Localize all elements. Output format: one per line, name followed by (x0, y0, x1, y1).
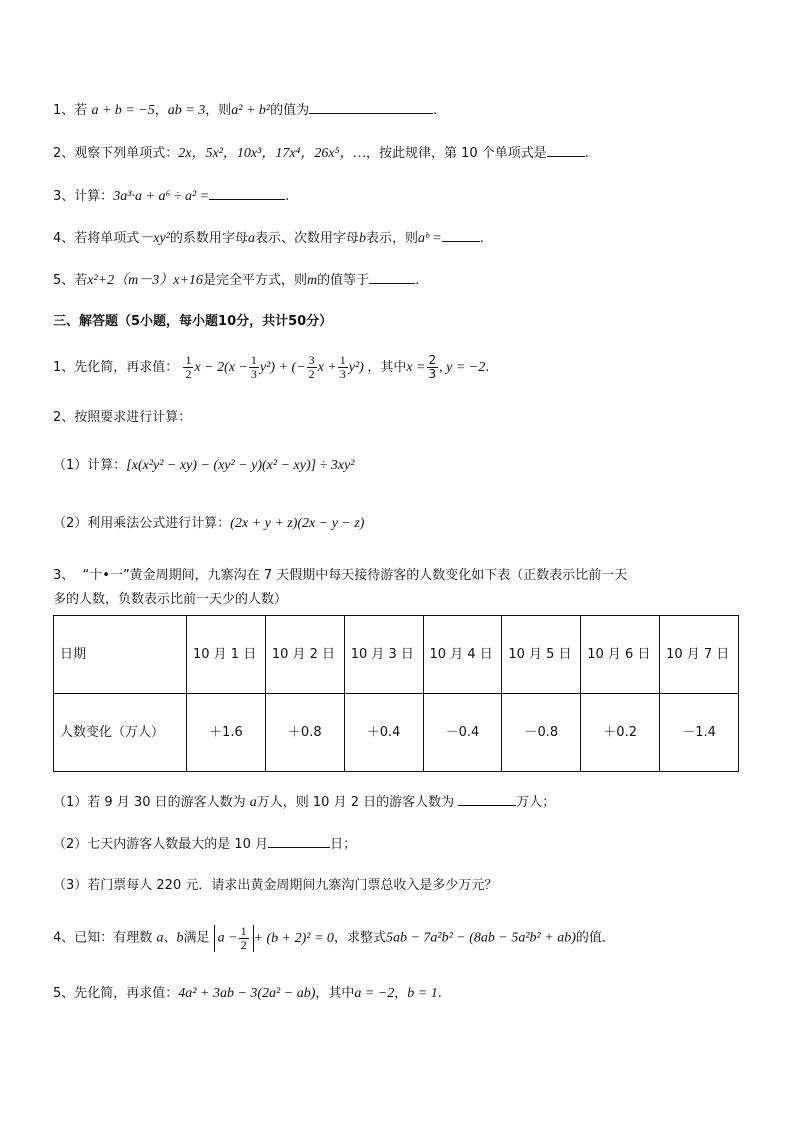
question-text: ，则 (205, 103, 232, 118)
expression-part: x − 2(x − (194, 360, 248, 375)
change-cell: ＋0.2 (581, 694, 660, 772)
problem-text: ，其中 (315, 986, 355, 1001)
change-cell: －0.8 (502, 694, 581, 772)
numerator: 1 (339, 353, 346, 368)
answer-blank[interactable] (369, 270, 415, 284)
sub-question-label: （2）利用乘法公式进行计算： (53, 516, 231, 531)
answer-blank[interactable] (547, 143, 585, 157)
monomial-sequence: 2x，5x²，10x³，17x⁴，26x⁵，… (178, 146, 366, 161)
separator: ， (154, 103, 168, 118)
problem-text: 的值． (575, 930, 615, 946)
row-label-change: 人数变化（万人） (54, 694, 187, 772)
period: . (415, 273, 420, 288)
fill-question-1 (53, 100, 437, 121)
monomial: －xy² (139, 231, 170, 246)
solve-problem-3 (53, 566, 627, 586)
a-value: a = −2 (354, 986, 395, 1001)
problem-3-text-cont (53, 590, 287, 610)
calc-expression: 3a³·a + a⁶ ÷ a² = (113, 189, 210, 204)
numerator: 1 (250, 353, 257, 368)
solve-problem-5 (53, 984, 442, 1004)
solve-problem-2 (53, 408, 191, 428)
solve-problem-4 (53, 925, 615, 952)
fill-question-5 (53, 270, 419, 291)
period: . (584, 146, 589, 161)
period: . (479, 231, 484, 246)
problem-2-sub-2 (53, 514, 364, 534)
numerator: 3 (308, 353, 315, 368)
problem-text: ，求整式 (333, 930, 386, 946)
visitor-change-table (53, 615, 739, 772)
problem-number: 1、 (53, 360, 75, 375)
expression-part: x + (317, 360, 337, 375)
problem-number: 3、 (53, 568, 75, 583)
condition-equation (214, 924, 334, 952)
fill-question-2 (53, 143, 589, 164)
question-text: 表示、次数用字母 (254, 231, 359, 246)
variable: b (176, 930, 184, 946)
sub-question-text: 万人； (516, 795, 556, 810)
problem-text: ，其中 (367, 360, 407, 375)
fraction-two-thirds (427, 354, 439, 381)
date-cell: 10 月 5 日 (502, 616, 581, 694)
sub-question-label: （1）计算： (53, 458, 127, 473)
problem-text: “十•一”黄金周期间，九寨沟在 7 天假期中每天接待游客的人数变化如下表（正数表示比前一天 (82, 568, 628, 583)
simplify-expression (182, 353, 367, 382)
table-row-changes (54, 694, 739, 772)
question-number: 5、 (53, 273, 75, 288)
expression-part: y²) + (− (259, 360, 306, 375)
change-cell: －0.4 (423, 694, 502, 772)
variable: a (156, 930, 164, 946)
separator: 、 (163, 930, 177, 946)
problem-3-sub-3: （3）若门票每人 220 元．请求出黄金周期间九寨沟门票总收入是多少万元？ (53, 878, 498, 893)
condition-expression: a + b = −5 (91, 103, 155, 118)
question-text: 的值等于 (317, 273, 370, 288)
sub-question-text: （2）七天内游客人数最大的是 10 月 (53, 837, 269, 852)
numerator: 2 (428, 353, 437, 367)
problem-number: 5、 (53, 986, 75, 1001)
question-text: 表示，则 (365, 231, 418, 246)
answer-blank[interactable] (268, 834, 330, 848)
condition-expression: ab = 3 (167, 103, 206, 118)
sub-question-text: （1）若 9 月 30 日的游客人数为 (53, 795, 246, 810)
answer-blank[interactable] (309, 100, 433, 114)
problem-3-sub-2 (53, 834, 356, 855)
expression-part: + (b + 2)² = 0 (253, 930, 334, 946)
date-cell: 10 月 3 日 (344, 616, 423, 694)
solve-problem-1 (53, 354, 489, 381)
question-text: 若 (74, 103, 88, 118)
question-number: 3、 (53, 189, 75, 204)
denominator: 2 (308, 367, 315, 382)
row-label-date: 日期 (54, 616, 187, 694)
period: . (437, 986, 442, 1001)
problem-text: 多的人数，负数表示比前一天少的人数） (53, 592, 288, 607)
expression-part: a − (217, 930, 238, 946)
answer-blank[interactable] (458, 792, 516, 806)
fraction-one-half (239, 925, 249, 952)
period: . (485, 360, 490, 375)
variable: a (247, 231, 255, 246)
change-cell: ＋0.4 (344, 694, 423, 772)
question-text: 的值为 (270, 103, 310, 118)
question-text: 若将单项式 (74, 231, 140, 246)
simplify-expression: 4a² + 3ab − 3(2a² − ab) (178, 986, 316, 1001)
table-row-dates (54, 616, 739, 694)
separator: ， (394, 986, 408, 1001)
polynomial-expression: 5ab − 7a²b² − (8ab − 5a²b² + ab) (385, 930, 576, 946)
fraction-three-halves (307, 354, 317, 381)
change-cell: －1.4 (660, 694, 739, 772)
fraction-one-third (249, 354, 259, 381)
target-expression: aᵇ = (417, 231, 442, 246)
date-cell: 10 月 2 日 (265, 616, 344, 694)
answer-blank[interactable] (209, 186, 285, 200)
question-text: ，按此规律，第 10 个单项式是 (365, 146, 547, 161)
question-text: 计算： (74, 189, 114, 204)
question-number: 4、 (53, 231, 75, 246)
expression-part: y²) (348, 360, 364, 375)
problem-text: 先化简，再求值： (74, 360, 179, 375)
variable: a (249, 795, 257, 810)
question-text: 是完全平方式，则 (202, 273, 307, 288)
period: . (285, 189, 290, 204)
fraction-one-third-2 (338, 354, 348, 381)
question-number: 1、 (53, 103, 75, 118)
question-text: 若 (74, 273, 88, 288)
calc-expression: (2x + y + z)(2x − y − z) (230, 516, 365, 531)
problem-text: 已知：有理数 (74, 930, 153, 946)
variable: m (306, 273, 318, 288)
problem-text: 按照要求进行计算： (74, 410, 192, 425)
variable: b (358, 231, 366, 246)
question-number: 2、 (53, 146, 75, 161)
denominator: 2 (240, 938, 247, 952)
problem-2-sub-1 (53, 456, 354, 476)
numerator: 1 (240, 924, 247, 938)
question-text: 观察下列单项式： (74, 146, 179, 161)
y-value: , y = −2 (439, 360, 486, 375)
change-cell: ＋0.8 (265, 694, 344, 772)
fill-question-3 (53, 186, 289, 207)
problem-text: 先化简，再求值： (74, 986, 179, 1001)
question-text: 的系数用字母 (169, 231, 248, 246)
period: . (433, 103, 438, 118)
change-cell: ＋1.6 (187, 694, 266, 772)
sub-question-text: 万人，则 10 月 2 日的游客人数为 (256, 795, 455, 810)
date-cell: 10 月 6 日 (581, 616, 660, 694)
problem-number: 4、 (53, 930, 75, 946)
numerator: 1 (185, 353, 192, 368)
problem-number: 2、 (53, 410, 75, 425)
target-expression: a² + b² (231, 103, 271, 118)
sub-question-text: 日； (330, 837, 357, 852)
polynomial-expression: x²+2（m－3）x+16 (87, 273, 203, 288)
answer-blank[interactable] (442, 228, 480, 242)
fraction-one-half (183, 354, 193, 381)
date-cell: 10 月 7 日 (660, 616, 739, 694)
b-value: b = 1 (407, 986, 438, 1001)
problem-3-sub-1 (53, 792, 555, 813)
denominator: 3 (339, 367, 346, 382)
denominator: 3 (428, 367, 437, 381)
section-title: 三、解答题（5小题，每小题10分，共计50分） (53, 314, 333, 329)
problem-text: 满足 (183, 930, 210, 946)
absolute-value (214, 925, 254, 952)
denominator: 3 (250, 367, 257, 382)
fill-question-4 (53, 228, 484, 249)
denominator: 2 (185, 367, 192, 382)
calc-expression: [x(x²y² − xy) − (xy² − y)(x² − xy)] ÷ 3xy² (126, 458, 355, 473)
date-cell: 10 月 4 日 (423, 616, 502, 694)
x-value-label: x = (406, 360, 426, 375)
date-cell: 10 月 1 日 (187, 616, 266, 694)
